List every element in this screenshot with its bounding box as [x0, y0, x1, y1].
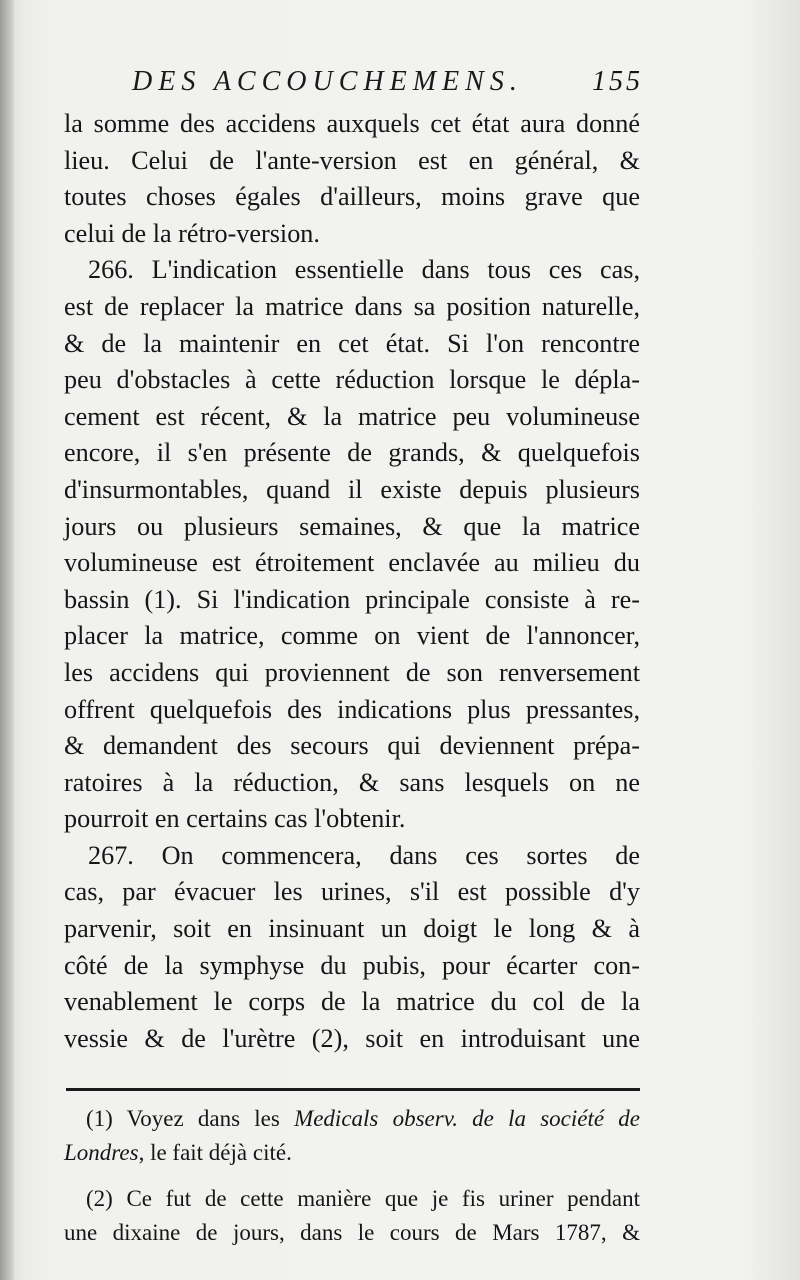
text-line: bassin (1). Si l'indication principale consiste à re- — [64, 584, 640, 614]
text-line: parvenir, soit en insinuant un doigt le long & à — [64, 914, 640, 944]
text-line: cement est récent, & la matrice peu volumineuse — [64, 401, 640, 431]
text-line: les accidens qui proviennent de son renversement — [64, 657, 640, 687]
text-line: & de la maintenir en cet état. Si l'on rencontre — [64, 328, 640, 358]
paragraph-267-start: 267. On commencera, dans ces sortes de — [88, 840, 640, 870]
text-line: placer la matrice, comme on vient de l'annoncer, — [64, 621, 640, 651]
text-line: peu d'obstacles à cette réduction lorsque le dépla- — [64, 365, 640, 395]
footnotes-block — [64, 1102, 640, 1250]
footnote-1-line-1 — [64, 1102, 640, 1136]
text-line: côté de la symphyse du pubis, pour écarter con- — [64, 950, 640, 980]
text-line: toutes choses égales d'ailleurs, moins grave que — [64, 182, 640, 212]
running-header-title: DES ACCOUCHEMENS. — [132, 66, 523, 97]
text-line: ratoires à la réduction, & sans lesquels on ne — [64, 767, 640, 797]
footnote-2-line-1: (2) Ce fut de cette manière que je fis uriner pendant — [86, 1186, 640, 1211]
text-line: la somme des accidens auxquels cet état aura donné — [64, 109, 640, 138]
page-gutter-shadow — [0, 0, 14, 1280]
footnote-1-rest: , le fait déjà cité. — [138, 1140, 292, 1165]
text-line: jours ou plusieurs semaines, & que la matrice — [64, 511, 640, 541]
text-line: venablement le corps de la matrice du col de la — [64, 987, 640, 1017]
text-line: & demandent des secours qui deviennent prépa- — [64, 731, 640, 761]
footnote-separator-rule — [66, 1088, 640, 1091]
text-line: est de replacer la matrice dans sa position naturelle, — [64, 291, 640, 321]
text-line: celui de la rétro-version. — [64, 218, 320, 248]
page-number: 155 — [592, 66, 643, 97]
footnote-1-prefix: (1) Voyez dans les — [86, 1106, 295, 1131]
footnote-1-city: Londres — [64, 1140, 139, 1165]
running-header — [132, 66, 650, 106]
text-line: cas, par évacuer les urines, s'il est possible d'y — [64, 877, 640, 907]
text-line: encore, il s'en présente de grands, & quelquefois — [64, 438, 640, 468]
footnote-1-line-2 — [64, 1136, 640, 1170]
text-line: volumineuse est étroitement enclavée au milieu du — [64, 548, 640, 578]
text-line: lieu. Celui de l'ante-version est en général, & — [64, 145, 640, 175]
footnote-1-citation: Medicals observ. de la société de — [294, 1106, 640, 1131]
text-line: offrent quelquefois des indications plus pressantes, — [64, 694, 640, 724]
text-line: pourroit en certains cas l'obtenir. — [64, 804, 406, 834]
paragraph-266-start: 266. L'indication essentielle dans tous ces cas, — [88, 255, 640, 285]
text-line: vessie & de l'urètre (2), soit en introduisant une — [64, 1023, 640, 1053]
main-text-block — [64, 106, 640, 1057]
text-line: d'insurmontables, quand il existe depuis plusieurs — [64, 474, 640, 504]
footnote-2-line-2: une dixaine de jours, dans le cours de Mars 1787, & — [64, 1220, 640, 1245]
